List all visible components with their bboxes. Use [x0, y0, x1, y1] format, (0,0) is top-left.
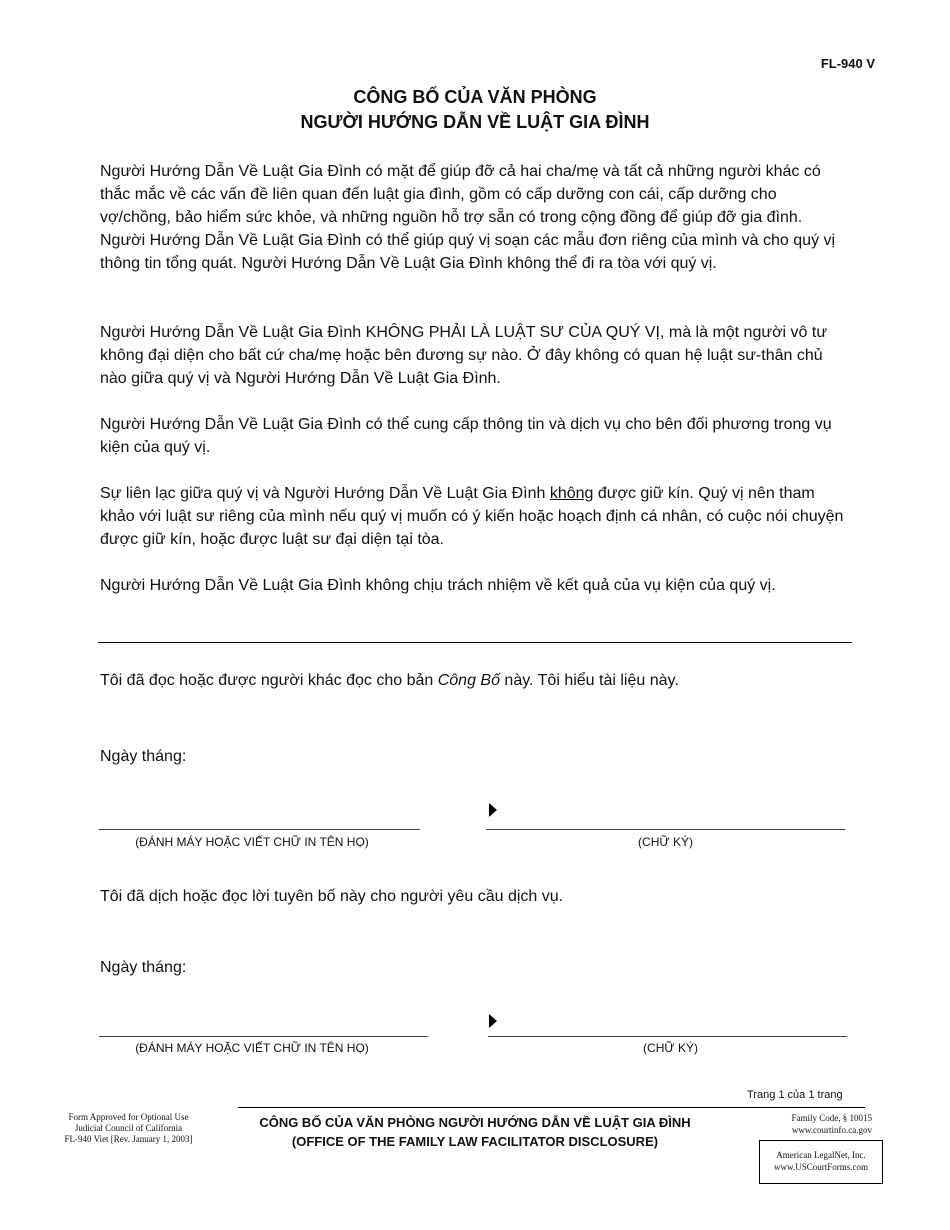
date-label-2: Ngày tháng: — [100, 959, 187, 976]
paragraph-3: Người Hướng Dẫn Về Luật Gia Đình có thể cung cấp thông tin và dịch vụ cho bên đối phương trong vụ kiện của quý vị. — [100, 416, 832, 456]
ack-read-italic: Công Bố — [437, 672, 500, 689]
paragraph-4-text-b: được giữ kín. Quý vị nên tham khảo với luật sư riêng của mình nếu quý vị muốn có ý kiến hoặc hoạch định cá nhân, có cuộc nói chuyện được giữ kín, hoặc được luật sư đại diện tại tòa. — [100, 485, 844, 548]
footer-court-url: www.courtinfo.ca.gov — [791, 1125, 872, 1135]
footer-title — [225, 1113, 725, 1151]
document-title — [0, 85, 950, 135]
signature-arrow-icon — [489, 1014, 497, 1028]
vendor-name: American LegalNet, Inc. — [776, 1150, 866, 1160]
section-divider — [98, 642, 852, 643]
footer-title-vietnamese: CÔNG BỐ CỦA VĂN PHÒNG NGƯỜI HƯỚNG DẪN VỀ LUẬT GIA ĐÌNH — [259, 1115, 691, 1130]
name-field-2[interactable] — [99, 1036, 428, 1037]
name-caption-2: (ĐÁNH MÁY HOẶC VIẾT CHỮ IN TÊN HỌ) — [135, 1041, 369, 1055]
signature-field-2[interactable] — [488, 1036, 847, 1037]
paragraph-4 — [100, 482, 850, 551]
paragraph-5: Người Hướng Dẫn Về Luật Gia Đình không chịu trách nhiệm về kết quả của vụ kiện của quý vị. — [100, 577, 776, 594]
date-label-1: Ngày tháng: — [100, 748, 187, 765]
footer-title-english: (OFFICE OF THE FAMILY LAW FACILITATOR DISCLOSURE) — [291, 1134, 659, 1149]
footer-left-line-2: Judicial Council of California — [74, 1123, 183, 1133]
name-caption-1: (ĐÁNH MÁY HOẶC VIẾT CHỮ IN TÊN HỌ) — [135, 835, 369, 849]
footer-left-line-3: FL-940 Viet [Rev. January 1, 2003] — [64, 1134, 193, 1144]
page-number: Trang 1 của 1 trang — [747, 1089, 843, 1101]
acknowledgment-read — [100, 669, 850, 692]
paragraph-4-text-a: Sự liên lạc giữa quý vị và Người Hướng Dẫn Về Luật Gia Đình — [100, 485, 550, 502]
footer-form-info — [40, 1112, 217, 1145]
paragraph-4-underlined-word: không — [549, 485, 594, 502]
footer-legal-ref — [752, 1112, 872, 1136]
signature-caption-2: (CHỮ KÝ) — [643, 1041, 698, 1055]
vendor-url: www.USCourtForms.com — [774, 1162, 868, 1172]
footer-code-reference: Family Code, § 10015 — [791, 1113, 872, 1123]
ack-read-text-a: Tôi đã đọc hoặc được người khác đọc cho bản — [100, 672, 438, 689]
vendor-box — [759, 1140, 883, 1184]
paragraph-2: Người Hướng Dẫn Về Luật Gia Đình KHÔNG PHẢI LÀ LUẬT SƯ CỦA QUÝ VỊ, mà là một người vô tư không đại diện cho bất cứ cha/mẹ hoặc bên đương sự nào. Ở đây không có quan hệ luật sư-thân chủ nào giữa quý vị và Người Hướng Dẫn Về Luật Gia Đình. — [100, 324, 828, 387]
title-line-1: CÔNG BỐ CỦA VĂN PHÒNG — [353, 87, 597, 107]
acknowledgment-translated: Tôi đã dịch hoặc đọc lời tuyên bố này cho người yêu cầu dịch vụ. — [100, 888, 564, 905]
form-number: FL-940 V — [820, 56, 875, 71]
signature-caption-1: (CHỮ KÝ) — [638, 835, 693, 849]
signature-arrow-icon — [489, 803, 497, 817]
title-line-2: NGƯỜI HƯỚNG DẪN VỀ LUẬT GIA ĐÌNH — [300, 112, 650, 132]
signature-field-1[interactable] — [486, 829, 845, 830]
ack-read-text-b: này. Tôi hiểu tài liệu này. — [499, 672, 679, 689]
name-field-1[interactable] — [99, 829, 420, 830]
footer-rule — [238, 1107, 865, 1108]
footer-left-line-1: Form Approved for Optional Use — [68, 1112, 189, 1122]
paragraph-1: Người Hướng Dẫn Về Luật Gia Đình có mặt để giúp đỡ cả hai cha/mẹ và tất cả những người khác có thắc mắc về các vấn đề liên quan đến luật gia đình, gồm có cấp dưỡng con cái, cấp dưỡng cho vợ/chồng, bảo hiểm sức khỏe, và những nguồn hỗ trợ sẵn có trong cộng đồng để giúp đỡ gia đình. Người Hướng Dẫn Về Luật Gia Đình có thể giúp quý vị soạn các mẫu đơn riêng của mình và cho quý vị thông tin tổng quát. Người Hướng Dẫn Về Luật Gia Đình không thể đi ra tòa với quý vị. — [100, 163, 836, 272]
